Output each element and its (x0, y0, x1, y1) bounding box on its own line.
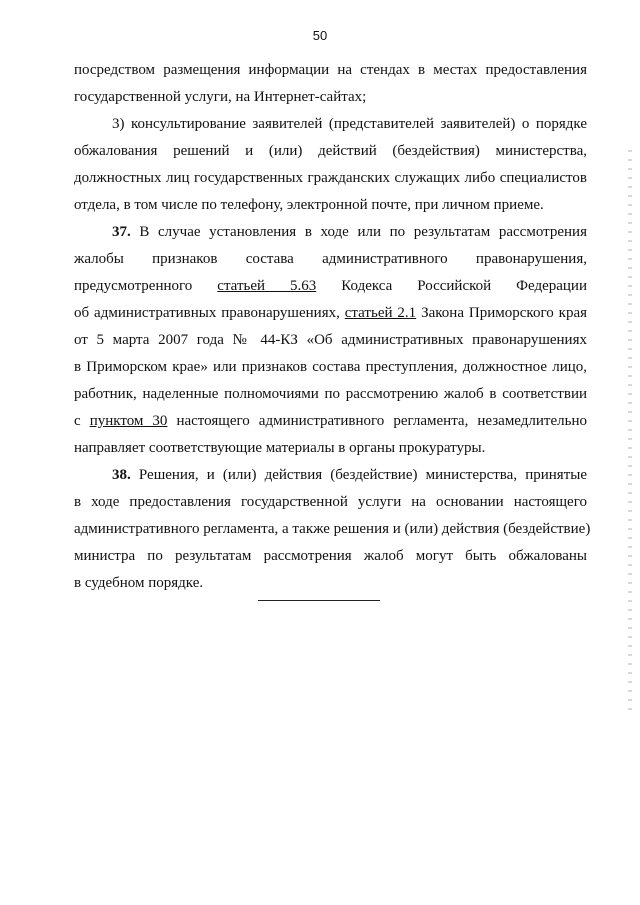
text-line: 3) консультирование заявителей (представителей заявителей) о порядке (112, 116, 587, 132)
text-line: жалобы признаков состава административного правонарушения, (74, 251, 587, 267)
text-line: предусмотренного статьей 5.63 Кодекса Российской Федерации (74, 278, 587, 294)
text-line: работник, наделенные полномочиями по рассмотрению жалоб в соответствии (74, 386, 587, 402)
text-line: направляет соответствующие материалы в органы прокуратуры. (74, 440, 486, 456)
paragraph-number: 37. (112, 224, 131, 240)
text-line: об административных правонарушениях, статьей 2.1 Закона Приморского края (74, 305, 587, 321)
text-line: государственной услуги, на Интернет-сайтах; (74, 89, 367, 105)
text-line: отдела, в том числе по телефону, электронной почте, при личном приеме. (74, 197, 544, 213)
text-line: посредством размещения информации на стендах в местах предоставления (74, 62, 587, 78)
text-line: административного регламента, а также решения и (или) действия (бездействие) (74, 521, 591, 537)
text-line: в ходе предоставления государственной услуги на основании настоящего (74, 494, 587, 510)
paragraph-38-first-line: 38. Решения, и (или) действия (бездействие) министерства, принятые (112, 467, 587, 483)
page-number: 50 (312, 28, 328, 43)
text-line: в Приморском крае» или признаков состава преступления, должностное лицо, (74, 359, 587, 375)
text-line: в судебном порядке. (74, 575, 204, 591)
paragraph-number: 38. (112, 467, 131, 483)
end-of-document-rule (258, 600, 380, 601)
text-line: министра по результатам рассмотрения жалоб могут быть обжалованы (74, 548, 587, 564)
text-line: от 5 марта 2007 года № 44-КЗ «Об административных правонарушениях (74, 332, 587, 348)
law-article-link[interactable]: статьей 5.63 (217, 278, 317, 294)
text-line: должностных лиц государственных гражданских служащих либо специалистов (74, 170, 587, 186)
law-article-link[interactable]: статьей 2.1 (344, 305, 417, 321)
regulation-item-link[interactable]: пунктом 30 (89, 413, 168, 429)
paragraph-37-first-line: 37. В случае установления в ходе или по результатам рассмотрения (112, 224, 587, 240)
text-line: с пунктом 30 настоящего административного регламента, незамедлительно (74, 413, 587, 429)
text-line: обжалования решений и (или) действий (бездействия) министерства, (74, 143, 587, 159)
scan-binding-marks (628, 150, 632, 710)
